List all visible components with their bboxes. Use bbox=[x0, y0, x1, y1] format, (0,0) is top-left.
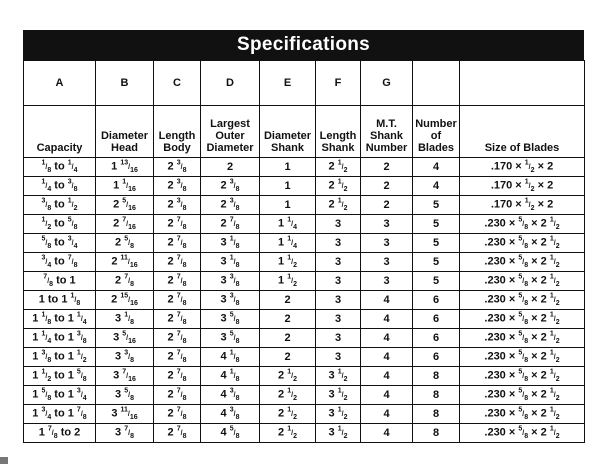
column-letter bbox=[460, 61, 585, 106]
fraction: $^7/_{16}$ bbox=[122, 216, 136, 232]
fraction: $^5/_8$ bbox=[518, 368, 529, 384]
fraction: $^7/_8$ bbox=[229, 216, 240, 232]
table-cell: 1 $^7/_8$ to 2 bbox=[24, 424, 96, 443]
table-cell: 2 $^7/_8$ bbox=[154, 310, 201, 329]
table-cell: 2 bbox=[361, 158, 413, 177]
fraction: $^1/_2$ bbox=[287, 273, 297, 289]
fraction: $^1/_4$ bbox=[67, 159, 78, 175]
table-row bbox=[24, 196, 585, 215]
fraction: $^1/_2$ bbox=[287, 387, 297, 403]
fraction: $^3/_8$ bbox=[124, 349, 134, 365]
table-cell: 2 $^7/_8$ bbox=[154, 405, 201, 424]
fraction: $^3/_4$ bbox=[41, 406, 52, 422]
table-cell: 2 $^7/_8$ bbox=[154, 215, 201, 234]
table-cell: 2 $^5/_{16}$ bbox=[96, 196, 154, 215]
fraction: $^5/_8$ bbox=[518, 425, 529, 441]
table-cell: $^5/_8$ to $^3/_4$ bbox=[24, 234, 96, 253]
table-cell: 1 $^1/_8$ to 1 $^1/_4$ bbox=[24, 310, 96, 329]
fraction: $^1/_8$ bbox=[41, 159, 52, 175]
table-cell: 3 bbox=[316, 329, 361, 348]
table-cell: $.230 \times ^5/_8 \times 2$ $^1/_2$ bbox=[460, 405, 585, 424]
fraction: $^5/_8$ bbox=[67, 216, 78, 232]
table-cell: $^1/_4$ to $^3/_8$ bbox=[24, 177, 96, 196]
fraction: $^7/_8$ bbox=[176, 387, 187, 403]
fraction: $^7/_8$ bbox=[176, 349, 187, 365]
fraction: $^{11}/_{16}$ bbox=[120, 254, 138, 270]
fraction: $^5/_8$ bbox=[518, 406, 529, 422]
fraction: $^1/_2$ bbox=[287, 425, 297, 441]
table-cell: 8 bbox=[413, 386, 460, 405]
fraction: $^7/_8$ bbox=[176, 368, 187, 384]
table-row bbox=[24, 348, 585, 367]
fraction: $^5/_8$ bbox=[229, 425, 240, 441]
table-cell: 2 bbox=[260, 291, 316, 310]
fraction: $^1/_8$ bbox=[229, 368, 240, 384]
table-cell: 5 bbox=[413, 234, 460, 253]
fraction: $^5/_8$ bbox=[518, 349, 529, 365]
table-row bbox=[24, 272, 585, 291]
table-cell: 3 bbox=[316, 253, 361, 272]
table-cell: 3 bbox=[316, 291, 361, 310]
fraction: $^3/_8$ bbox=[176, 197, 187, 213]
table-cell: 3 bbox=[316, 348, 361, 367]
fraction: $^7/_8$ bbox=[176, 216, 187, 232]
table-cell: 3 $^{11}/_{16}$ bbox=[96, 405, 154, 424]
table-cell: 1 $^1/_2$ to 1 $^5/_8$ bbox=[24, 367, 96, 386]
column-header: Length Shank bbox=[316, 106, 361, 158]
table-cell: 3 $^5/_8$ bbox=[201, 329, 260, 348]
table-cell: 2 $^1/_2$ bbox=[260, 386, 316, 405]
table-cell: $.230 \times ^5/_8 \times 2$ $^1/_2$ bbox=[460, 424, 585, 443]
table-cell: 2 $^7/_8$ bbox=[154, 253, 201, 272]
fraction: $^1/_2$ bbox=[524, 178, 535, 194]
table-cell: 4 bbox=[361, 310, 413, 329]
table-cell: 2 $^7/_8$ bbox=[154, 348, 201, 367]
table-cell: 1 $^3/_4$ to 1 $^7/_8$ bbox=[24, 405, 96, 424]
column-letter: B bbox=[96, 61, 154, 106]
table-cell: $.230 \times ^5/_8 \times 2$ $^1/_2$ bbox=[460, 329, 585, 348]
column-letter: F bbox=[316, 61, 361, 106]
fraction: $^7/_8$ bbox=[176, 273, 187, 289]
table-row bbox=[24, 158, 585, 177]
fraction: $^3/_8$ bbox=[41, 349, 52, 365]
table-row bbox=[24, 367, 585, 386]
table-cell: $.230 \times ^5/_8 \times 2$ $^1/_2$ bbox=[460, 386, 585, 405]
table-cell: 2 $^1/_2$ bbox=[316, 158, 361, 177]
fraction: $^1/_2$ bbox=[337, 406, 348, 422]
table-cell: 3 $^7/_{16}$ bbox=[96, 367, 154, 386]
fraction: $^1/_2$ bbox=[337, 425, 348, 441]
table-cell: 6 bbox=[413, 291, 460, 310]
fraction: $^5/_8$ bbox=[229, 311, 240, 327]
table-row bbox=[24, 253, 585, 272]
table-cell: 2 $^7/_8$ bbox=[154, 329, 201, 348]
table-cell: 3 $^3/_8$ bbox=[201, 272, 260, 291]
table-cell: 1 $^3/_8$ to 1 $^1/_2$ bbox=[24, 348, 96, 367]
table-cell: 1 bbox=[260, 196, 316, 215]
fraction: $^1/_4$ bbox=[76, 311, 87, 327]
fraction: $^1/_2$ bbox=[76, 349, 87, 365]
table-cell: 4 bbox=[361, 367, 413, 386]
fraction: $^7/_8$ bbox=[43, 273, 54, 289]
table-cell: 3 bbox=[316, 215, 361, 234]
fraction: $^1/_2$ bbox=[549, 216, 560, 232]
table-cell: $.170 \times ^1/_2 \times 2$ bbox=[460, 177, 585, 196]
fraction: $^1/_2$ bbox=[287, 406, 297, 422]
column-header: Capacity bbox=[24, 106, 96, 158]
fraction: $^7/_8$ bbox=[176, 406, 187, 422]
fraction: $^1/_2$ bbox=[337, 178, 348, 194]
table-cell: 4 $^1/_8$ bbox=[201, 367, 260, 386]
fraction: $^5/_8$ bbox=[124, 235, 134, 251]
fraction: $^7/_8$ bbox=[176, 235, 187, 251]
column-letter bbox=[413, 61, 460, 106]
fraction: $^1/_2$ bbox=[549, 406, 560, 422]
fraction: $^5/_{16}$ bbox=[122, 197, 136, 213]
table-cell: 2 $^1/_2$ bbox=[316, 177, 361, 196]
fraction: $^1/_2$ bbox=[524, 197, 535, 213]
fraction: $^3/_8$ bbox=[176, 159, 187, 175]
fraction: $^1/_2$ bbox=[549, 330, 560, 346]
table-cell: $.170 \times ^1/_2 \times 2$ bbox=[460, 196, 585, 215]
table-row bbox=[24, 310, 585, 329]
fraction: $^1/_2$ bbox=[549, 273, 560, 289]
fraction: $^5/_8$ bbox=[124, 387, 134, 403]
fraction: $^1/_2$ bbox=[549, 254, 560, 270]
fraction: $^1/_2$ bbox=[287, 368, 297, 384]
column-header: Largest Outer Diameter bbox=[201, 106, 260, 158]
fraction: $^7/_8$ bbox=[176, 425, 187, 441]
table-cell: 1 bbox=[260, 177, 316, 196]
fraction: $^7/_8$ bbox=[124, 273, 134, 289]
table-cell: 2 $^5/_8$ bbox=[96, 234, 154, 253]
fraction: $^7/_8$ bbox=[47, 425, 58, 441]
fraction: $^3/_4$ bbox=[67, 235, 78, 251]
column-header-row bbox=[24, 106, 585, 158]
table-cell: 2 $^7/_8$ bbox=[154, 272, 201, 291]
fraction: $^5/_8$ bbox=[518, 387, 529, 403]
table-cell: 2 $^3/_8$ bbox=[154, 177, 201, 196]
fraction: $^1/_8$ bbox=[229, 235, 240, 251]
fraction: $^7/_8$ bbox=[76, 406, 87, 422]
fraction: $^7/_8$ bbox=[124, 425, 134, 441]
fraction: $^3/_8$ bbox=[67, 178, 78, 194]
fraction: $^1/_2$ bbox=[41, 368, 52, 384]
table-cell: 3 $^1/_2$ bbox=[316, 386, 361, 405]
column-header: Diameter Shank bbox=[260, 106, 316, 158]
table-cell: 2 bbox=[361, 177, 413, 196]
fraction: $^1/_8$ bbox=[229, 349, 240, 365]
fraction: $^{13}/_{16}$ bbox=[120, 159, 138, 175]
fraction: $^1/_2$ bbox=[549, 387, 560, 403]
fraction: $^5/_8$ bbox=[41, 235, 52, 251]
table-cell: 3 bbox=[361, 234, 413, 253]
fraction: $^7/_8$ bbox=[67, 254, 78, 270]
table-row bbox=[24, 177, 585, 196]
fraction: $^5/_8$ bbox=[518, 311, 529, 327]
fraction: $^5/_8$ bbox=[518, 273, 529, 289]
table-cell: $.230 \times ^5/_8 \times 2$ $^1/_2$ bbox=[460, 253, 585, 272]
table-cell: 4 bbox=[361, 386, 413, 405]
fraction: $^3/_8$ bbox=[41, 197, 52, 213]
table-cell: 8 bbox=[413, 424, 460, 443]
fraction: $^3/_8$ bbox=[229, 292, 240, 308]
table-row bbox=[24, 424, 585, 443]
table-cell: 2 $^{15}/_{16}$ bbox=[96, 291, 154, 310]
fraction: $^1/_8$ bbox=[229, 254, 240, 270]
table-row bbox=[24, 329, 585, 348]
fraction: $^1/_2$ bbox=[549, 235, 560, 251]
column-letter: D bbox=[201, 61, 260, 106]
table-cell: 3 bbox=[316, 234, 361, 253]
table-cell: 3 bbox=[361, 272, 413, 291]
table-cell: 2 bbox=[201, 158, 260, 177]
table-cell: $.230 \times ^5/_8 \times 2$ $^1/_2$ bbox=[460, 367, 585, 386]
table-cell: 3 $^3/_8$ bbox=[201, 291, 260, 310]
table-cell: $.170 \times ^1/_2 \times 2$ bbox=[460, 158, 585, 177]
fraction: $^5/_8$ bbox=[518, 292, 529, 308]
table-cell: $.230 \times ^5/_8 \times 2$ $^1/_2$ bbox=[460, 310, 585, 329]
fraction: $^1/_2$ bbox=[549, 349, 560, 365]
fraction: $^1/_8$ bbox=[41, 311, 52, 327]
table-cell: 2 bbox=[361, 196, 413, 215]
column-letter-row bbox=[24, 61, 585, 106]
table-cell: 4 $^5/_8$ bbox=[201, 424, 260, 443]
table-cell: $.230 \times ^5/_8 \times 2$ $^1/_2$ bbox=[460, 234, 585, 253]
table-cell: $.230 \times ^5/_8 \times 2$ $^1/_2$ bbox=[460, 291, 585, 310]
table-cell: 4 bbox=[361, 424, 413, 443]
fraction: $^3/_4$ bbox=[41, 254, 52, 270]
column-letter: G bbox=[361, 61, 413, 106]
table-cell: $^3/_4$ to $^7/_8$ bbox=[24, 253, 96, 272]
table-cell: 2 bbox=[260, 310, 316, 329]
fraction: $^3/_8$ bbox=[229, 178, 240, 194]
table-cell: 1 $^1/_4$ bbox=[260, 215, 316, 234]
table-cell: 3 bbox=[316, 272, 361, 291]
table-row bbox=[24, 291, 585, 310]
fraction: $^1/_2$ bbox=[549, 311, 560, 327]
table-cell: 1 $^{13}/_{16}$ bbox=[96, 158, 154, 177]
table-cell: 6 bbox=[413, 348, 460, 367]
fraction: $^3/_8$ bbox=[229, 387, 240, 403]
table-cell: 3 $^5/_8$ bbox=[201, 310, 260, 329]
table-cell: 3 $^1/_8$ bbox=[201, 234, 260, 253]
table-cell: 2 $^1/_2$ bbox=[260, 405, 316, 424]
table-cell: 2 $^7/_8$ bbox=[154, 367, 201, 386]
fraction: $^7/_8$ bbox=[176, 330, 187, 346]
fraction: $^1/_4$ bbox=[41, 178, 52, 194]
table-cell: $.230 \times ^5/_8 \times 2$ $^1/_2$ bbox=[460, 272, 585, 291]
table-cell: 4 bbox=[361, 291, 413, 310]
table-cell: 5 bbox=[413, 272, 460, 291]
table-cell: 3 bbox=[361, 253, 413, 272]
table-cell: 2 $^7/_8$ bbox=[154, 234, 201, 253]
fraction: $^3/_8$ bbox=[229, 197, 240, 213]
table-cell: 1 $^1/_2$ bbox=[260, 272, 316, 291]
table-row bbox=[24, 215, 585, 234]
fraction: $^1/_2$ bbox=[549, 368, 560, 384]
table-cell: 2 bbox=[260, 348, 316, 367]
table-cell: 3 bbox=[361, 215, 413, 234]
table-cell: 2 $^3/_8$ bbox=[154, 196, 201, 215]
fraction: $^1/_2$ bbox=[287, 254, 297, 270]
table-cell: 2 $^3/_8$ bbox=[201, 196, 260, 215]
fraction: $^1/_2$ bbox=[549, 425, 560, 441]
fraction: $^5/_8$ bbox=[518, 330, 529, 346]
table-cell: 3 $^1/_2$ bbox=[316, 367, 361, 386]
table-cell: $.230 \times ^5/_8 \times 2$ $^1/_2$ bbox=[460, 348, 585, 367]
column-letter: C bbox=[154, 61, 201, 106]
table-cell: 1 $^5/_8$ to 1 $^3/_4$ bbox=[24, 386, 96, 405]
table-cell: 4 bbox=[361, 348, 413, 367]
fraction: $^5/_8$ bbox=[518, 216, 529, 232]
table-cell: 4 bbox=[413, 177, 460, 196]
column-letter: A bbox=[24, 61, 96, 106]
table-cell: 6 bbox=[413, 329, 460, 348]
fraction: $^3/_8$ bbox=[176, 178, 187, 194]
table-cell: 3 $^1/_2$ bbox=[316, 405, 361, 424]
table-cell: 2 $^7/_8$ bbox=[96, 272, 154, 291]
fraction: $^1/_4$ bbox=[287, 216, 297, 232]
fraction: $^5/_8$ bbox=[518, 254, 529, 270]
table-cell: 1 to 1 $^1/_8$ bbox=[24, 291, 96, 310]
fraction: $^5/_8$ bbox=[518, 235, 529, 251]
column-header: Length Body bbox=[154, 106, 201, 158]
fraction: $^5/_{16}$ bbox=[122, 330, 136, 346]
fraction: $^7/_{16}$ bbox=[122, 368, 136, 384]
column-header: Diameter Head bbox=[96, 106, 154, 158]
table-cell: 6 bbox=[413, 310, 460, 329]
table-cell: 5 bbox=[413, 253, 460, 272]
fraction: $^1/_2$ bbox=[41, 216, 52, 232]
table-cell: 3 $^1/_8$ bbox=[96, 310, 154, 329]
fraction: $^7/_8$ bbox=[176, 292, 187, 308]
table-cell: 2 $^1/_2$ bbox=[260, 424, 316, 443]
spec-table-container bbox=[23, 30, 584, 443]
table-cell: 3 $^3/_8$ bbox=[96, 348, 154, 367]
fraction: $^1/_2$ bbox=[337, 387, 348, 403]
table-cell: 4 $^3/_8$ bbox=[201, 405, 260, 424]
table-cell: 3 $^1/_8$ bbox=[201, 253, 260, 272]
table-cell: 1 $^1/_4$ bbox=[260, 234, 316, 253]
table-cell: $^3/_8$ to $^1/_2$ bbox=[24, 196, 96, 215]
fraction: $^3/_8$ bbox=[229, 273, 240, 289]
spec-table bbox=[23, 60, 585, 443]
table-row bbox=[24, 405, 585, 424]
fraction: $^7/_8$ bbox=[176, 311, 187, 327]
table-cell: 4 bbox=[361, 329, 413, 348]
fraction: $^1/_2$ bbox=[337, 197, 348, 213]
table-cell: 1 $^1/_{16}$ bbox=[96, 177, 154, 196]
table-cell: 2 $^7/_8$ bbox=[154, 386, 201, 405]
table-cell: 2 bbox=[260, 329, 316, 348]
table-cell: 2 $^1/_2$ bbox=[316, 196, 361, 215]
table-cell: 2 $^{11}/_{16}$ bbox=[96, 253, 154, 272]
table-cell: 3 $^1/_2$ bbox=[316, 424, 361, 443]
table-cell: 8 bbox=[413, 405, 460, 424]
fraction: $^1/_2$ bbox=[337, 368, 348, 384]
table-cell: 2 $^3/_8$ bbox=[201, 177, 260, 196]
table-cell: 1 $^1/_2$ bbox=[260, 253, 316, 272]
fraction: $^1/_4$ bbox=[41, 330, 52, 346]
table-cell: $^7/_8$ to 1 bbox=[24, 272, 96, 291]
table-cell: 2 $^7/_{16}$ bbox=[96, 215, 154, 234]
table-cell: 4 $^3/_8$ bbox=[201, 386, 260, 405]
table-cell: 1 $^1/_4$ to 1 $^3/_8$ bbox=[24, 329, 96, 348]
table-cell: 5 bbox=[413, 196, 460, 215]
fraction: $^1/_2$ bbox=[337, 159, 348, 175]
table-cell: 5 bbox=[413, 215, 460, 234]
fraction: $^1/_2$ bbox=[67, 197, 78, 213]
table-cell: $.230 \times ^5/_8 \times 2$ $^1/_2$ bbox=[460, 215, 585, 234]
table-cell: 4 bbox=[413, 158, 460, 177]
table-cell: 4 $^1/_8$ bbox=[201, 348, 260, 367]
table-cell: 2 $^7/_8$ bbox=[201, 215, 260, 234]
table-cell: $^1/_8$ to $^1/_4$ bbox=[24, 158, 96, 177]
fraction: $^1/_2$ bbox=[524, 159, 535, 175]
table-cell: 2 $^7/_8$ bbox=[154, 291, 201, 310]
table-cell: $^1/_2$ to $^5/_8$ bbox=[24, 215, 96, 234]
table-cell: 3 $^7/_8$ bbox=[96, 424, 154, 443]
fraction: $^1/_4$ bbox=[287, 235, 297, 251]
table-cell: 4 bbox=[361, 405, 413, 424]
fraction: $^3/_8$ bbox=[229, 406, 240, 422]
fraction: $^{11}/_{16}$ bbox=[120, 406, 138, 422]
corner-mark bbox=[0, 457, 8, 464]
fraction: $^1/_2$ bbox=[549, 292, 560, 308]
fraction: $^3/_8$ bbox=[76, 330, 87, 346]
column-header: Size of Blades bbox=[460, 106, 585, 158]
fraction: $^7/_8$ bbox=[176, 254, 187, 270]
table-cell: 2 $^1/_2$ bbox=[260, 367, 316, 386]
fraction: $^5/_8$ bbox=[229, 330, 240, 346]
table-row bbox=[24, 234, 585, 253]
fraction: $^5/_8$ bbox=[41, 387, 52, 403]
fraction: $^3/_4$ bbox=[76, 387, 87, 403]
column-header: M.T. Shank Number bbox=[361, 106, 413, 158]
table-cell: 3 bbox=[316, 310, 361, 329]
fraction: $^1/_8$ bbox=[124, 311, 134, 327]
column-header: Number of Blades bbox=[413, 106, 460, 158]
table-cell: 8 bbox=[413, 367, 460, 386]
table-cell: 1 bbox=[260, 158, 316, 177]
table-cell: 2 $^3/_8$ bbox=[154, 158, 201, 177]
fraction: $^1/_8$ bbox=[70, 292, 81, 308]
table-title: Specifications bbox=[23, 30, 584, 60]
fraction: $^{15}/_{16}$ bbox=[120, 292, 138, 308]
table-cell: 3 $^5/_8$ bbox=[96, 386, 154, 405]
table-row bbox=[24, 386, 585, 405]
table-cell: 2 $^7/_8$ bbox=[154, 424, 201, 443]
column-letter: E bbox=[260, 61, 316, 106]
fraction: $^1/_{16}$ bbox=[122, 178, 136, 194]
table-cell: 3 $^5/_{16}$ bbox=[96, 329, 154, 348]
fraction: $^5/_8$ bbox=[76, 368, 87, 384]
